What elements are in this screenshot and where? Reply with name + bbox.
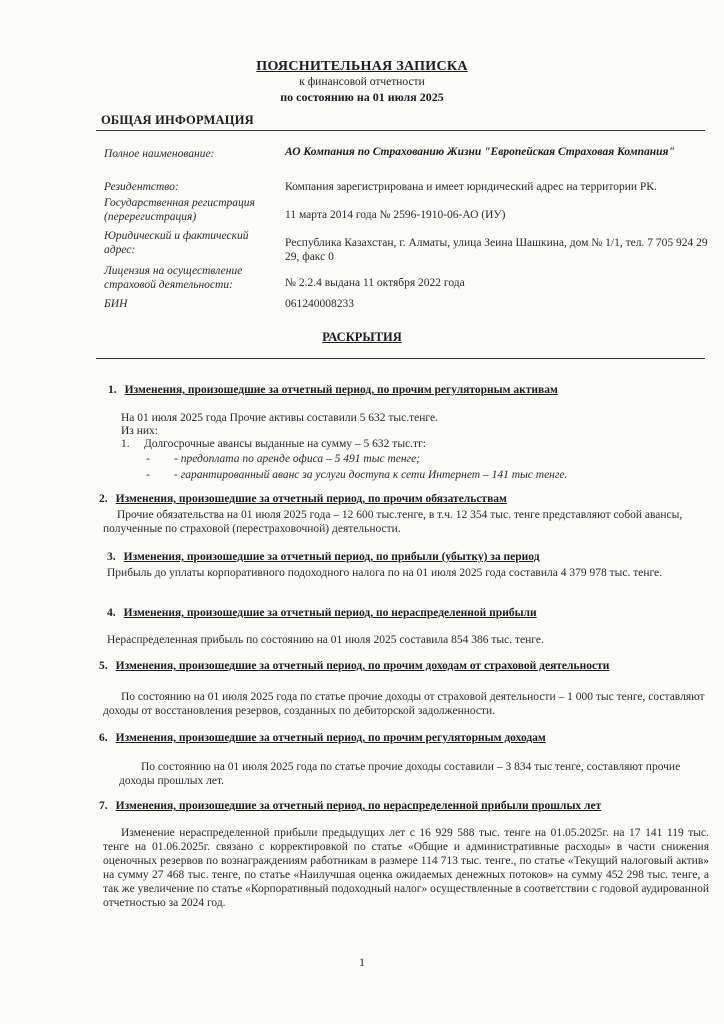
section-1-title: Изменения, произошедшие за отчетный период, по прочим регуляторным активам bbox=[124, 384, 558, 396]
section-3-number: 3. bbox=[107, 551, 116, 563]
section-7-number: 7. bbox=[99, 800, 108, 812]
section-1-bullet-1: - предоплата по аренде офиса – 5 491 тыс тенге; bbox=[174, 453, 421, 465]
registration-value: 11 марта 2014 года № 2596-1910-06-АО (ИУ) bbox=[285, 209, 506, 221]
section-5-heading bbox=[99, 660, 609, 672]
section-7-text: Изменение нераспределенной прибыли предыдущих лет с 16 929 588 тыс. тенге на 01.05.2025г. на 17 141 119 тыс. тенге на 01.06.2025г. связано с корректировкой по статье «Общие и административные расходы» в части снижения оценочных резервов по вознаграждениям работникам в размере 114 713 тыс. тенге., по статье «Текущий налоговый актив» на сумму 27 468 тыс. тенге, по статье «Наилучшая оценка ожидаемых денежных потоков» на сумму 452 298 тыс. тенге, а так же увеличение по статье «Корпоративный подоходный налог» осуществленные в соответствии с годовой аудированной отчетностью за 2024 год. bbox=[103, 827, 709, 909]
section-1-sublist-item: Долгосрочные авансы выданные на сумму – 5 632 тыс.тг: bbox=[144, 438, 426, 450]
residency-value: Компания зарегистрирована и имеет юридический адрес на территории РК. bbox=[285, 181, 657, 193]
bin-label: БИН bbox=[104, 298, 128, 310]
full-name-value: АО Компания по Страхованию Жизни "Европейская Страховая Компания" bbox=[285, 146, 675, 158]
document-subtitle: к финансовой отчетности bbox=[299, 76, 425, 88]
full-name-label: Полное наименование: bbox=[104, 148, 215, 160]
section-1-paragraph: На 01 июля 2025 года Прочие активы составили 5 632 тыс.тенге. bbox=[121, 412, 438, 424]
section-1-intro: Из них: bbox=[121, 425, 158, 437]
bullet-mark: - bbox=[146, 453, 150, 465]
page-number: 1 bbox=[359, 957, 365, 969]
document-date: по состоянию на 01 июля 2025 bbox=[280, 90, 444, 104]
license-value: № 2.2.4 выдана 11 октября 2022 года bbox=[285, 277, 465, 289]
section-6-number: 6. bbox=[99, 732, 108, 744]
section-4-text: Нераспределенная прибыль по состоянию на 01 июля 2025 составила 854 386 тыс. тенге. bbox=[107, 634, 544, 646]
section-3-text: Прибыль до уплаты корпоративного подоходного налога по на 01 июля 2025 года составила 4 379 978 тыс. тенге. bbox=[107, 567, 663, 579]
section-1-number: 1. bbox=[108, 384, 117, 396]
section-4-number: 4. bbox=[107, 607, 116, 619]
section-1-sublist-number: 1. bbox=[121, 438, 130, 450]
section-3-heading bbox=[107, 551, 540, 563]
section-6-title: Изменения, произошедшие за отчетный период, по прочим регуляторным доходам bbox=[115, 732, 546, 744]
section-1-bullet-2: - гарантированный аванс за услуги доступа к сети Интернет – 141 тыс тенге. bbox=[174, 469, 568, 481]
section-4-title: Изменения, произошедшие за отчетный период, по нераспределенной прибыли bbox=[123, 607, 537, 619]
header-divider bbox=[96, 130, 705, 131]
section-6-heading bbox=[99, 732, 546, 744]
section-7-heading bbox=[99, 800, 601, 812]
general-info-header: ОБЩАЯ ИНФОРМАЦИЯ bbox=[101, 113, 254, 127]
section-2-number: 2. bbox=[99, 493, 108, 505]
section-7-title: Изменения, произошедшие за отчетный период, по нераспределенной прибыли прошлых лет bbox=[115, 800, 602, 812]
section-1-heading bbox=[108, 384, 558, 396]
document-title: ПОЯСНИТЕЛЬНАЯ ЗАПИСКА bbox=[256, 59, 468, 74]
disclosures-header: РАСКРЫТИЯ bbox=[322, 330, 402, 344]
bullet-mark: - bbox=[146, 469, 150, 481]
section-5-text: По состоянию на 01 июля 2025 года по статье прочие доходы от страховой деятельности – 1 000 тыс тенге, составляют доходы от восстановления резервов, созданных по дебиторской задолженности. bbox=[103, 691, 705, 717]
section-5-number: 5. bbox=[99, 660, 108, 672]
address-label: Юридический и фактический адрес: bbox=[104, 230, 249, 256]
residency-label: Резидентство: bbox=[104, 181, 179, 193]
bin-value: 061240008233 bbox=[285, 298, 354, 310]
section-2-heading bbox=[99, 493, 507, 505]
section-2-title: Изменения, произошедшие за отчетный период, по прочим обязательствам bbox=[115, 493, 507, 505]
section-5-title: Изменения, произошедшие за отчетный период, по прочим доходам от страховой деятельности bbox=[115, 660, 610, 672]
registration-label: Государственная регистрация (перерегистрация) bbox=[104, 197, 255, 223]
section-2-text: Прочие обязательства на 01 июля 2025 года – 12 600 тыс.тенге, в т.ч. 12 354 тыс. тенге представляют собой авансы, полученные по страховой (перестраховочной) деятельности. bbox=[103, 509, 683, 535]
section-6-text: По состоянию на 01 июля 2025 года по статье прочие доходы составили – 3 834 тыс тенге, составляют прочие доходы прошлых лет. bbox=[119, 761, 681, 787]
disclosures-divider bbox=[96, 358, 705, 359]
license-label: Лицензия на осуществление страховой деятельности: bbox=[104, 265, 243, 291]
address-value: Республика Казахстан, г. Алматы, улица Зеина Шашкина, дом № 1/1, тел. 7 705 924 29 29, факс 0 bbox=[285, 237, 708, 263]
section-4-heading bbox=[107, 607, 537, 619]
section-3-title: Изменения, произошедшие за отчетный период, по прибыли (убытку) за период bbox=[123, 551, 540, 563]
